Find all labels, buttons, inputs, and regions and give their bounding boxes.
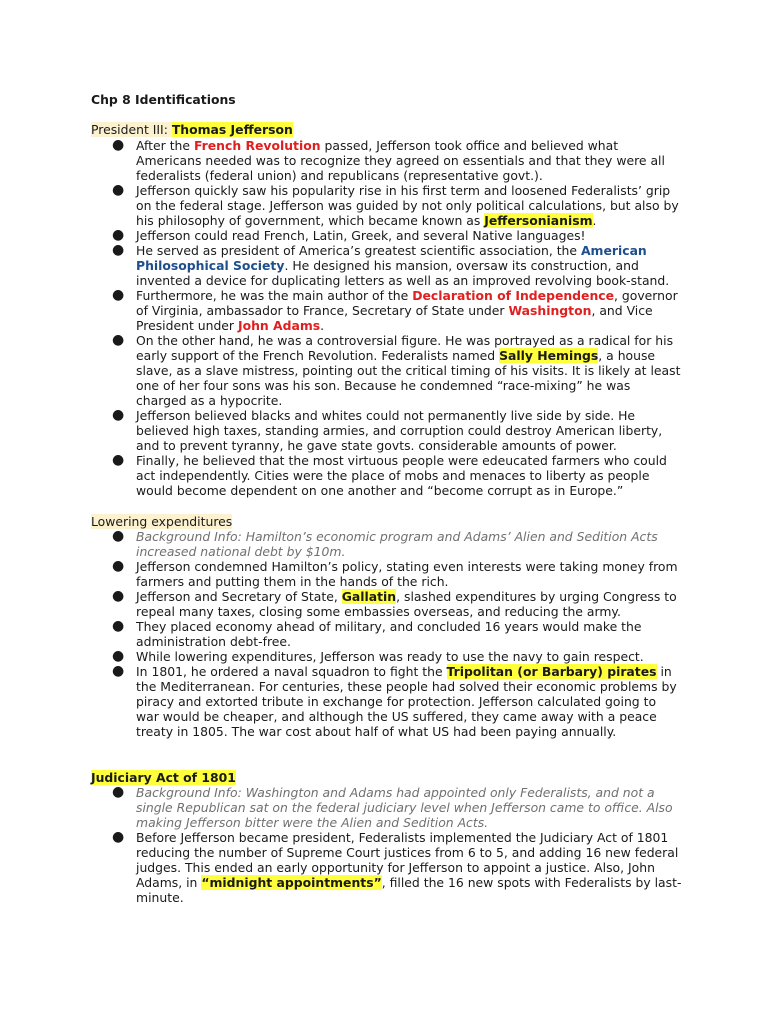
bullet-item xyxy=(112,649,682,664)
section-heading-expenditures xyxy=(91,514,232,529)
bullet-icon: ● xyxy=(112,784,125,800)
section-heading-jefferson xyxy=(91,122,293,137)
emphasis-text: Alien and Sedition Acts. xyxy=(341,815,489,830)
section-heading-judiciary xyxy=(91,770,236,785)
bullet-item xyxy=(112,589,682,619)
bullet-text: In 1801, he ordered a naval squadron to fight the xyxy=(136,664,447,679)
bullet-item xyxy=(112,183,682,228)
bullet-text: , slashed expenditures by urging Congress to repeal many taxes, closing some embassies overseas, and reducing the army. xyxy=(136,589,677,619)
emphasis-text: Declaration of Independence xyxy=(412,288,615,303)
bullet-text: Jefferson quickly saw his popularity rise in his first term and loosened Federalists’ grip on the federal stage. Jefferson was guided by not only political calculations, but also by his philosophy of government, which became known as xyxy=(136,183,679,228)
bullet-item xyxy=(112,785,682,830)
bullet-icon: ● xyxy=(112,648,125,664)
bullet-icon: ● xyxy=(112,618,125,634)
bullet-item xyxy=(112,453,682,498)
bullet-item xyxy=(112,333,682,408)
bullet-text: Finally, he believed that the most virtuous people were edeucated farmers who could act independently. Cities were the place of mobs and menaces to liberty as people would become dependent on one another and “become corrupt as in Europe.” xyxy=(136,453,667,498)
heading-prefix: President III: xyxy=(91,122,172,137)
bullet-icon: ● xyxy=(112,137,125,153)
heading-name: Judiciary Act of 1801 xyxy=(91,770,236,785)
bullet-text: , a house slave, as a slave mistress, pointing out the critical timing of his visits. It is likely at least one of her four sons was his son. Because he condemned “race-mixing” he was charged as a hypocrite. xyxy=(136,348,681,408)
emphasis-text: “midnight appointments” xyxy=(201,875,382,890)
bullet-icon: ● xyxy=(112,407,125,423)
emphasis-text: Background Info: Hamilton’s economic program and Adams’ Alien and Sedition Acts increased national debt by $10m. xyxy=(136,529,658,559)
emphasis-text: Jeffersonianism xyxy=(484,213,593,228)
bullet-list-expenditures xyxy=(112,529,682,739)
bullet-item xyxy=(112,243,682,288)
bullet-icon: ● xyxy=(112,528,125,544)
bullet-text: He served as president of America’s greatest scientific association, the xyxy=(136,243,581,258)
bullet-text: Before Jefferson became president, Federalists implemented the Judiciary Act of 1801 reducing the number of Supreme Court justices from 6 to 5, and adding 16 new federal judges. This ended an early opportunity for Jefferson to appoint a justice. Also, John Adams, in xyxy=(136,830,679,890)
bullet-text: Jefferson could read French, Latin, Greek, and several Native languages! xyxy=(136,228,586,243)
bullet-text: They placed economy ahead of military, and concluded 16 years would make the administration debt-free. xyxy=(136,619,642,649)
bullet-text: On the other hand, he was a controversial figure. He was portrayed as a radical for his early support of the French Revolution. Federalists named xyxy=(136,333,674,363)
bullet-item xyxy=(112,529,682,559)
bullet-text: . He designed his mansion, oversaw its construction, and invented a device for duplicating letters as well as an improved revolving book-stand. xyxy=(136,258,670,288)
bullet-item xyxy=(112,408,682,453)
bullet-text: While lowering expenditures, Jefferson was ready to use the navy to gain respect. xyxy=(136,649,644,664)
document-title: Chp 8 Identifications xyxy=(91,92,236,107)
bullet-icon: ● xyxy=(112,332,125,348)
emphasis-text: Washington xyxy=(508,303,592,318)
bullet-icon: ● xyxy=(112,287,125,303)
bullet-text: Furthermore, he was the main author of the xyxy=(136,288,413,303)
bullet-icon: ● xyxy=(112,227,125,243)
bullet-item xyxy=(112,619,682,649)
heading-name: Thomas Jefferson xyxy=(171,122,293,137)
bullet-text: After the xyxy=(136,138,194,153)
bullet-item xyxy=(112,559,682,589)
emphasis-text: Background Info: Washington and Adams had appointed only Federalists, and not a single Republican sat on the federal judiciary level when Jefferson came to office. Also making Jefferson bitter were the xyxy=(136,785,673,830)
bullet-item xyxy=(112,664,682,739)
emphasis-text: American Philosophical Society xyxy=(136,243,647,273)
bullet-icon: ● xyxy=(112,588,125,604)
emphasis-text: Tripolitan (or Barbary) pirates xyxy=(446,664,657,679)
bullet-text: , governor of Virginia, ambassador to France, Secretary of State under xyxy=(136,288,678,318)
bullet-text: . xyxy=(592,213,597,228)
bullet-item xyxy=(112,138,682,183)
bullet-text: , and Vice President under xyxy=(136,303,653,333)
bullet-icon: ● xyxy=(112,558,125,574)
bullet-list-jefferson xyxy=(112,138,682,498)
heading-name: Lowering expenditures xyxy=(91,514,233,529)
bullet-text: , filled the 16 new spots with Federalists by last-minute. xyxy=(136,875,682,905)
bullet-list-judiciary xyxy=(112,785,682,905)
bullet-text: Jefferson believed blacks and whites could not permanently live side by side. He believed high taxes, standing armies, and corruption could destroy American liberty, and to prevent tyranny, he gave state govts. considerable amounts of power. xyxy=(136,408,663,453)
bullet-icon: ● xyxy=(112,182,125,198)
bullet-text: Jefferson condemned Hamilton’s policy, stating even interests were taking money from farmers and putting them in the hands of the rich. xyxy=(136,559,678,589)
emphasis-text: John Adams xyxy=(237,318,321,333)
emphasis-text: Sally Hemings xyxy=(499,348,599,363)
bullet-icon: ● xyxy=(112,663,125,679)
bullet-item xyxy=(112,288,682,333)
bullet-text: passed, Jefferson took office and believed what Americans needed was to recognize they agreed on essentials and that they were all federalists (federal union) and republicans (representative govt.). xyxy=(136,138,665,183)
bullet-icon: ● xyxy=(112,452,125,468)
bullet-text: in the Mediterranean. For centuries, these people had solved their economic problems by piracy and extorted tribute in exchange for protection. Jefferson calculated going to war would be cheaper, and although the US suffered, they came away with a peace treaty in 1805. The war cost about half of what US had been paying annually. xyxy=(136,664,677,739)
emphasis-text: Gallatin xyxy=(341,589,397,604)
bullet-text: Jefferson and Secretary of State, xyxy=(136,589,342,604)
bullet-icon: ● xyxy=(112,242,125,258)
bullet-icon: ● xyxy=(112,829,125,845)
emphasis-text: French Revolution xyxy=(193,138,321,153)
bullet-item xyxy=(112,830,682,905)
bullet-item xyxy=(112,228,682,243)
bullet-text: . xyxy=(320,318,325,333)
